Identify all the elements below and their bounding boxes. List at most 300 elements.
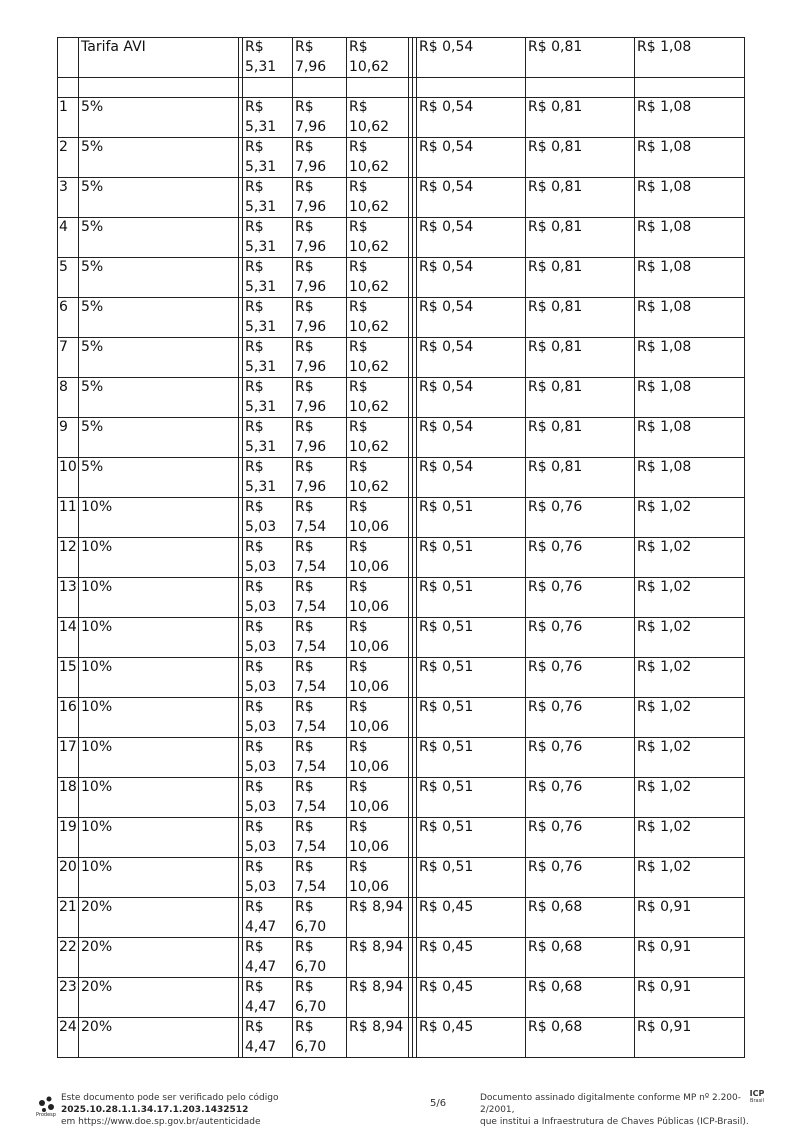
- row-index-cell: [58, 458, 79, 498]
- table-cell: [347, 218, 409, 258]
- table-header-row: [58, 38, 745, 78]
- table-cell: [243, 218, 293, 258]
- table-cell: [417, 218, 526, 258]
- cell-text: 20%: [81, 899, 113, 915]
- table-cell: [79, 898, 239, 938]
- table-cell: [347, 338, 409, 378]
- row-index-cell: [58, 498, 79, 538]
- cell-text: R$ 10,06: [349, 859, 390, 895]
- cell-text: R$ 0,81: [528, 139, 583, 155]
- cell-text: R$ 0,91: [637, 1019, 692, 1035]
- table-row: [58, 738, 745, 778]
- table-cell: [417, 538, 526, 578]
- table-cell: [293, 418, 347, 458]
- table-row: [58, 818, 745, 858]
- table-cell: [79, 1018, 239, 1058]
- cell-text: R$ 1,08: [637, 99, 692, 115]
- table-cell: [526, 138, 635, 178]
- row-index-cell: [58, 738, 79, 778]
- signature-note: [480, 1092, 750, 1128]
- table-cell: [293, 538, 347, 578]
- cell-text: R$ 0,54: [419, 339, 474, 355]
- cell-text: R$ 5,31: [245, 419, 277, 455]
- cell-text: R$ 1,02: [637, 659, 692, 675]
- cell-text: R$ 5,31: [245, 179, 277, 215]
- table-cell: [293, 858, 347, 898]
- table-cell: [635, 538, 745, 578]
- table-cell: [526, 498, 635, 538]
- cell-text: R$ 5,31: [245, 39, 277, 75]
- cell-text: 18: [59, 779, 77, 795]
- cell-text: R$ 0,76: [528, 819, 583, 835]
- table-cell: [79, 818, 239, 858]
- table-cell: [79, 538, 239, 578]
- table-cell: [243, 858, 293, 898]
- cell-text: 21: [59, 899, 77, 915]
- cell-text: R$ 1,08: [637, 419, 692, 435]
- cell-text: 3: [59, 179, 68, 195]
- empty-cell: [635, 78, 745, 98]
- table-cell: [635, 458, 745, 498]
- cell-text: R$ 0,76: [528, 659, 583, 675]
- cell-text: R$ 10,62: [349, 179, 390, 215]
- cell-text: 8: [59, 379, 68, 395]
- table-cell: [347, 738, 409, 778]
- table-cell: [243, 658, 293, 698]
- cell-text: R$ 10,06: [349, 699, 390, 735]
- cell-text: R$ 10,06: [349, 739, 390, 775]
- cell-text: R$ 8,94: [349, 939, 404, 955]
- cell-text: R$ 5,03: [245, 859, 277, 895]
- cell-text: 5: [59, 259, 68, 275]
- verification-url: em https://www.doe.sp.gov.br/autenticidade: [61, 1117, 261, 1127]
- cell-text: R$ 0,51: [419, 859, 474, 875]
- cell-text: 12: [59, 539, 77, 555]
- cell-text: 13: [59, 579, 77, 595]
- table-cell: [417, 98, 526, 138]
- table-cell: [79, 938, 239, 978]
- cell-text: 24: [59, 1019, 77, 1035]
- table-cell: [635, 778, 745, 818]
- table-cell: [293, 258, 347, 298]
- table-cell: [243, 338, 293, 378]
- cell-text: R$ 1,08: [637, 39, 692, 55]
- cell-text: 1: [59, 99, 68, 115]
- cell-text: 5%: [81, 179, 104, 195]
- table-cell: [347, 378, 409, 418]
- cell-text: R$ 10,06: [349, 619, 390, 655]
- table-cell: [243, 138, 293, 178]
- table-cell: [243, 98, 293, 138]
- cell-text: 20%: [81, 939, 113, 955]
- cell-text: R$ 0,51: [419, 819, 474, 835]
- row-index-cell: [58, 38, 79, 78]
- table-row: [58, 858, 745, 898]
- cell-text: 15: [59, 659, 77, 675]
- table-cell: [526, 98, 635, 138]
- cell-text: R$ 6,70: [295, 899, 327, 935]
- cell-text: R$ 0,51: [419, 739, 474, 755]
- cell-text: R$ 0,76: [528, 739, 583, 755]
- cell-text: R$ 0,81: [528, 259, 583, 275]
- cell-text: R$ 7,96: [295, 259, 327, 295]
- table-cell: [526, 218, 635, 258]
- cell-text: R$ 6,70: [295, 979, 327, 1015]
- empty-cell: [58, 78, 79, 98]
- table-cell: [293, 938, 347, 978]
- table-cell: [347, 178, 409, 218]
- row-index-cell: [58, 138, 79, 178]
- table-row: [58, 458, 745, 498]
- cell-text: R$ 5,03: [245, 659, 277, 695]
- table-row: [58, 698, 745, 738]
- table-cell: [635, 698, 745, 738]
- cell-text: R$ 7,96: [295, 39, 327, 75]
- cell-text: 22: [59, 939, 77, 955]
- table-row: [58, 178, 745, 218]
- cell-text: R$ 0,68: [528, 899, 583, 915]
- table-cell: [526, 418, 635, 458]
- table-row: [58, 258, 745, 298]
- table-row: [58, 138, 745, 178]
- row-index-cell: [58, 178, 79, 218]
- cell-text: R$ 7,96: [295, 339, 327, 375]
- cell-text: R$ 10,06: [349, 779, 390, 815]
- row-index-cell: [58, 538, 79, 578]
- cell-text: R$ 0,54: [419, 99, 474, 115]
- cell-text: R$ 0,51: [419, 579, 474, 595]
- cell-text: R$ 0,91: [637, 899, 692, 915]
- table-cell: [635, 258, 745, 298]
- table-cell: [79, 138, 239, 178]
- icp-logo-text: ICP: [749, 1089, 765, 1098]
- row-index-cell: [58, 858, 79, 898]
- table-cell: [293, 658, 347, 698]
- tariff-table: [57, 37, 745, 1058]
- cell-text: R$ 5,31: [245, 459, 277, 495]
- table-cell: [79, 778, 239, 818]
- cell-text: R$ 0,81: [528, 419, 583, 435]
- empty-cell: [347, 78, 409, 98]
- table-cell: [635, 818, 745, 858]
- table-cell: [526, 258, 635, 298]
- cell-text: R$ 1,08: [637, 339, 692, 355]
- row-index-cell: [58, 698, 79, 738]
- table-cell: [79, 658, 239, 698]
- cell-text: R$ 10,06: [349, 539, 390, 575]
- cell-text: 17: [59, 739, 77, 755]
- cell-text: R$ 8,94: [349, 1019, 404, 1035]
- table-cell: [417, 338, 526, 378]
- cell-text: R$ 0,81: [528, 299, 583, 315]
- table-cell: [243, 578, 293, 618]
- cell-text: 10%: [81, 859, 113, 875]
- table-cell: [635, 618, 745, 658]
- cell-text: R$ 5,03: [245, 779, 277, 815]
- table-cell: [79, 38, 239, 78]
- cell-text: R$ 7,96: [295, 219, 327, 255]
- table-cell: [526, 658, 635, 698]
- cell-text: 10%: [81, 499, 113, 515]
- table-cell: [347, 938, 409, 978]
- cell-text: R$ 7,96: [295, 179, 327, 215]
- table-cell: [417, 938, 526, 978]
- cell-text: R$ 0,81: [528, 219, 583, 235]
- cell-text: R$ 1,02: [637, 699, 692, 715]
- cell-text: R$ 1,02: [637, 539, 692, 555]
- page-footer: [0, 1090, 800, 1126]
- table-cell: [526, 1018, 635, 1058]
- table-cell: [293, 698, 347, 738]
- table-cell: [243, 698, 293, 738]
- cell-text: R$ 1,02: [637, 739, 692, 755]
- table-cell: [417, 178, 526, 218]
- table-row: [58, 778, 745, 818]
- table-row: [58, 618, 745, 658]
- table-cell: [635, 338, 745, 378]
- table-cell: [293, 578, 347, 618]
- cell-text: R$ 5,03: [245, 819, 277, 855]
- cell-text: R$ 5,03: [245, 579, 277, 615]
- row-index-cell: [58, 218, 79, 258]
- cell-text: 10: [59, 459, 77, 475]
- cell-text: 5%: [81, 139, 104, 155]
- cell-text: R$ 5,03: [245, 499, 277, 535]
- table-cell: [347, 138, 409, 178]
- table-cell: [635, 1018, 745, 1058]
- table-cell: [79, 178, 239, 218]
- table-cell: [526, 978, 635, 1018]
- table-cell: [293, 218, 347, 258]
- table-cell: [293, 778, 347, 818]
- table-cell: [243, 1018, 293, 1058]
- table-cell: [293, 138, 347, 178]
- table-cell: [79, 98, 239, 138]
- cell-text: R$ 0,51: [419, 779, 474, 795]
- table-cell: [526, 738, 635, 778]
- table-cell: [526, 458, 635, 498]
- table-cell: [417, 618, 526, 658]
- cell-text: R$ 4,47: [245, 1019, 277, 1055]
- signed-line-2: que institui a Infraestrutura de Chaves Públicas (ICP-Brasil).: [480, 1117, 749, 1127]
- table-cell: [79, 738, 239, 778]
- table-row: [58, 418, 745, 458]
- table-cell: [526, 338, 635, 378]
- table-cell: [243, 418, 293, 458]
- table-row: [58, 298, 745, 338]
- table-cell: [526, 538, 635, 578]
- cell-text: R$ 0,54: [419, 379, 474, 395]
- cell-text: R$ 7,54: [295, 579, 327, 615]
- table-row: [58, 498, 745, 538]
- cell-text: R$ 4,47: [245, 939, 277, 975]
- table-cell: [417, 138, 526, 178]
- empty-cell: [417, 78, 526, 98]
- cell-text: R$ 8,94: [349, 899, 404, 915]
- cell-text: R$ 1,08: [637, 219, 692, 235]
- table-cell: [526, 38, 635, 78]
- table-cell: [417, 738, 526, 778]
- table-cell: [417, 578, 526, 618]
- table-cell: [635, 898, 745, 938]
- cell-text: R$ 6,70: [295, 1019, 327, 1055]
- table-cell: [635, 578, 745, 618]
- table-cell: [293, 898, 347, 938]
- prodesp-logo-text: Prodesp: [36, 1112, 56, 1118]
- table-cell: [293, 38, 347, 78]
- cell-text: R$ 10,06: [349, 499, 390, 535]
- icp-brasil-logo: [746, 1090, 768, 1118]
- cell-text: R$ 5,03: [245, 739, 277, 775]
- table-cell: [293, 818, 347, 858]
- cell-text: R$ 5,03: [245, 539, 277, 575]
- cell-text: R$ 5,31: [245, 219, 277, 255]
- table-cell: [417, 978, 526, 1018]
- table-cell: [293, 1018, 347, 1058]
- table-cell: [417, 38, 526, 78]
- row-index-cell: [58, 778, 79, 818]
- cell-text: R$ 0,81: [528, 99, 583, 115]
- cell-text: R$ 0,81: [528, 179, 583, 195]
- cell-text: R$ 1,08: [637, 379, 692, 395]
- cell-text: R$ 5,31: [245, 339, 277, 375]
- table-cell: [243, 258, 293, 298]
- cell-text: R$ 1,08: [637, 459, 692, 475]
- cell-text: R$ 10,62: [349, 99, 390, 135]
- cell-text: 20%: [81, 1019, 113, 1035]
- verification-code: 2025.10.28.1.1.34.17.1.203.1432512: [61, 1105, 249, 1115]
- cell-text: R$ 0,81: [528, 39, 583, 55]
- table-cell: [347, 418, 409, 458]
- table-cell: [293, 738, 347, 778]
- cell-text: R$ 10,62: [349, 259, 390, 295]
- cell-text: R$ 1,02: [637, 859, 692, 875]
- table-cell: [347, 898, 409, 938]
- cell-text: R$ 0,51: [419, 659, 474, 675]
- table-cell: [79, 258, 239, 298]
- cell-text: 5%: [81, 99, 104, 115]
- table-cell: [526, 858, 635, 898]
- cell-text: 4: [59, 219, 68, 235]
- cell-text: 10%: [81, 579, 113, 595]
- cell-text: R$ 10,62: [349, 219, 390, 255]
- cell-text: 20%: [81, 979, 113, 995]
- table-row: [58, 338, 745, 378]
- cell-text: R$ 4,47: [245, 979, 277, 1015]
- cell-text: 16: [59, 699, 77, 715]
- table-cell: [79, 698, 239, 738]
- table-row: [58, 978, 745, 1018]
- cell-text: 20: [59, 859, 77, 875]
- cell-text: 5%: [81, 459, 104, 475]
- cell-text: R$ 0,45: [419, 939, 474, 955]
- cell-text: 10%: [81, 819, 113, 835]
- cell-text: R$ 0,54: [419, 139, 474, 155]
- cell-text: 5%: [81, 379, 104, 395]
- cell-text: R$ 0,54: [419, 299, 474, 315]
- cell-text: R$ 5,31: [245, 139, 277, 175]
- cell-text: 14: [59, 619, 77, 635]
- table-cell: [79, 618, 239, 658]
- table-cell: [347, 658, 409, 698]
- table-cell: [347, 858, 409, 898]
- table-cell: [293, 498, 347, 538]
- table-cell: [526, 298, 635, 338]
- table-row: [58, 1018, 745, 1058]
- cell-text: R$ 10,62: [349, 339, 390, 375]
- table-cell: [526, 618, 635, 658]
- cell-text: R$ 0,51: [419, 619, 474, 635]
- signed-line-1: Documento assinado digitalmente conforme MP nº 2.200-2/2001,: [480, 1093, 742, 1115]
- cell-text: R$ 1,08: [637, 259, 692, 275]
- cell-text: R$ 1,02: [637, 499, 692, 515]
- cell-text: R$ 7,54: [295, 739, 327, 775]
- table-cell: [417, 378, 526, 418]
- cell-text: R$ 7,54: [295, 539, 327, 575]
- cell-text: R$ 5,03: [245, 619, 277, 655]
- cell-text: R$ 7,96: [295, 99, 327, 135]
- table-cell: [243, 978, 293, 1018]
- cell-text: R$ 0,68: [528, 979, 583, 995]
- table-cell: [347, 538, 409, 578]
- row-index-cell: [58, 1018, 79, 1058]
- cell-text: R$ 7,54: [295, 819, 327, 855]
- cell-text: R$ 0,81: [528, 339, 583, 355]
- table-row: [58, 218, 745, 258]
- cell-text: 2: [59, 139, 68, 155]
- table-cell: [293, 298, 347, 338]
- table-cell: [293, 978, 347, 1018]
- cell-text: R$ 7,96: [295, 419, 327, 455]
- table-cell: [243, 818, 293, 858]
- table-cell: [243, 298, 293, 338]
- cell-text: R$ 1,08: [637, 139, 692, 155]
- table-cell: [417, 418, 526, 458]
- cell-text: R$ 0,54: [419, 219, 474, 235]
- cell-text: R$ 0,51: [419, 539, 474, 555]
- cell-text: 23: [59, 979, 77, 995]
- table-row: [58, 378, 745, 418]
- table-cell: [293, 98, 347, 138]
- table-cell: [635, 38, 745, 78]
- table-cell: [243, 738, 293, 778]
- table-cell: [347, 98, 409, 138]
- cell-text: R$ 5,31: [245, 379, 277, 415]
- table-row: [58, 898, 745, 938]
- table-cell: [417, 1018, 526, 1058]
- cell-text: R$ 0,76: [528, 619, 583, 635]
- cell-text: 10%: [81, 739, 113, 755]
- table-cell: [243, 618, 293, 658]
- table-cell: [347, 698, 409, 738]
- table-cell: [635, 858, 745, 898]
- cell-text: R$ 5,03: [245, 699, 277, 735]
- table-cell: [243, 898, 293, 938]
- table-cell: [635, 658, 745, 698]
- cell-text: R$ 1,08: [637, 179, 692, 195]
- cell-text: R$ 0,76: [528, 539, 583, 555]
- cell-text: 10%: [81, 779, 113, 795]
- cell-text: R$ 7,96: [295, 299, 327, 335]
- cell-text: 7: [59, 339, 68, 355]
- table-cell: [417, 698, 526, 738]
- cell-text: R$ 0,76: [528, 779, 583, 795]
- table-row: [58, 658, 745, 698]
- row-index-cell: [58, 418, 79, 458]
- table-cell: [635, 978, 745, 1018]
- table-cell: [79, 978, 239, 1018]
- cell-text: 11: [59, 499, 77, 515]
